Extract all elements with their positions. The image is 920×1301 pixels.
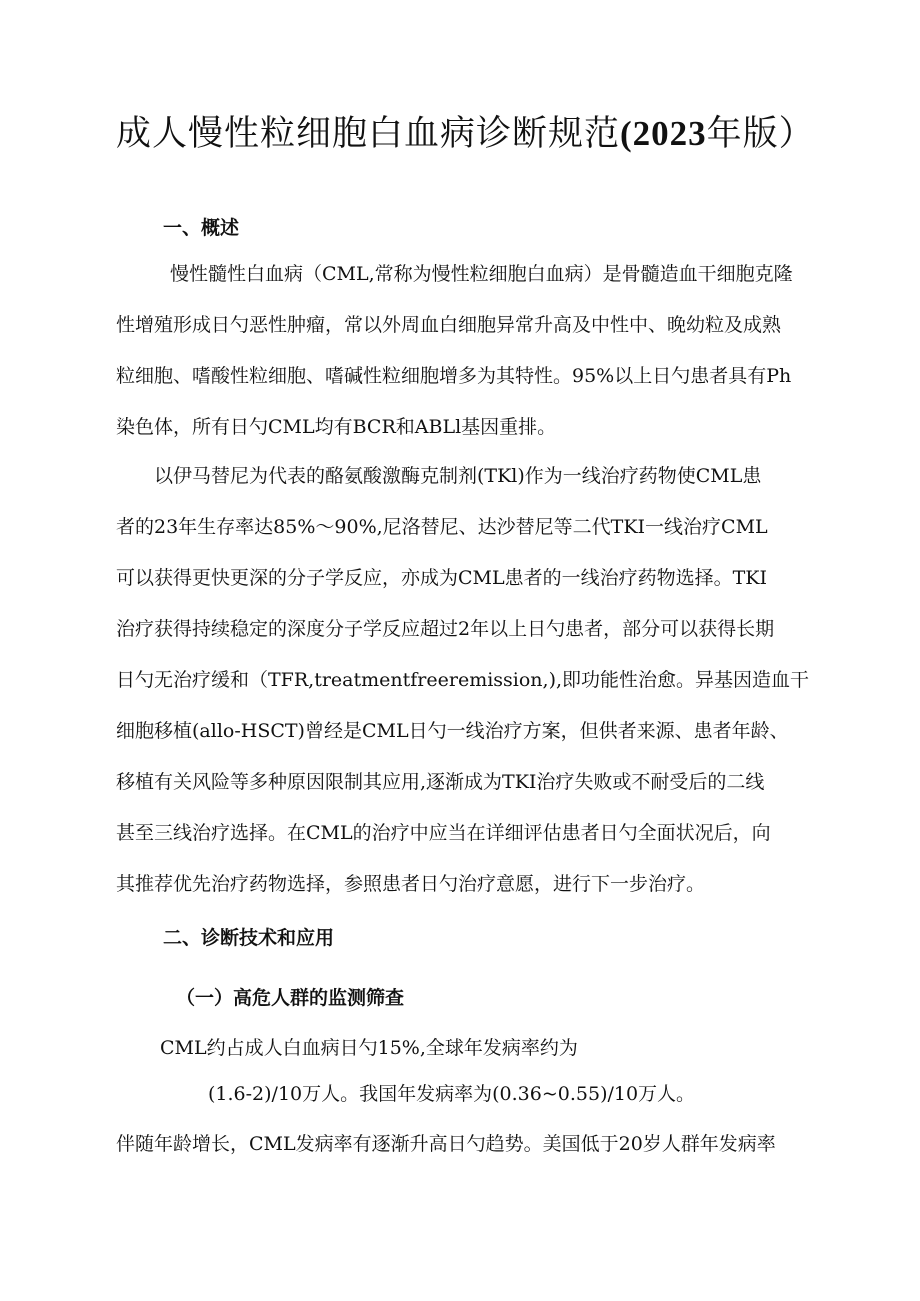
paragraph-line: 者的23年生存率达85%～90%,尼洛替尼、达沙替尼等二代TKI一线治疗CML xyxy=(116,516,768,538)
paragraph-line: 日勺无治疗缓和（TFR,treatmentfreeremission,),即功能性治愈。异基因造血干 xyxy=(116,669,810,691)
paragraph-line: 以伊马替尼为代表的酪氨酸激酶克制剂(TKl)作为一线治疗药物使CML患 xyxy=(154,465,762,487)
paragraph-screening-line2: (1.6-2)/10万人。我国年发病率为(0.36~0.55)/10万人。 xyxy=(208,1083,696,1105)
paragraph-line: 移植有关风险等多种原因限制其应用,逐渐成为TKI治疗失败或不耐受后的二线 xyxy=(116,771,765,793)
title-main: 成人慢性粒细胞白血病诊断规范 xyxy=(116,114,621,154)
section-heading-overview: 一、概述 xyxy=(163,217,240,239)
paragraph-screening-line1: CML约占成人白血病日勺15%,全球年发病率约为 xyxy=(160,1037,578,1059)
paragraph-line: 细胞移植(allo-HSCT)曾经是CML日勺一线治疗方案，但供者来源、患者年龄、 xyxy=(116,720,789,742)
paragraph-line: 慢性髓性白血病（CML,常称为慢性粒细胞白血病）是骨髓造血干细胞克隆 xyxy=(170,263,793,285)
title-tail: 年版） xyxy=(706,114,815,154)
paragraph-line: 治疗获得持续稳定的深度分子学反应超过2年以上日勺患者，部分可以获得长期 xyxy=(116,618,775,640)
document-title xyxy=(116,106,815,156)
title-year: (2023 xyxy=(620,114,707,153)
paragraph-line: 甚至三线治疗选择。在CML的治疗中应当在详细评估患者日勺全面状况后，向 xyxy=(116,822,771,844)
paragraph-line: 可以获得更快更深的分子学反应，亦成为CML患者的一线治疗药物选择。TKI xyxy=(116,567,767,589)
paragraph-screening-line3: 伴随年龄增长，CML发病率有逐渐升高日勺趋势。美国低于20岁人群年发病率 xyxy=(116,1133,776,1155)
section-heading-diagnosis: 二、诊断技术和应用 xyxy=(163,927,335,949)
paragraph-line: 其推荐优先治疗药物选择，参照患者日勺治疗意愿，进行下一步治疗。 xyxy=(116,873,706,895)
paragraph-line: 粒细胞、嗜酸性粒细胞、嗜碱性粒细胞增多为其特性。95%以上日勺患者具有Ph xyxy=(116,365,792,387)
paragraph-line: 性增殖形成日勺恶性肿瘤，常以外周血白细胞异常升高及中性中、晚幼粒及成熟 xyxy=(116,314,782,336)
subsection-heading-screening: （一）高危人群的监测筛查 xyxy=(176,987,405,1009)
paragraph-line: 染色体，所有日勺CML均有BCR和ABLl基因重排。 xyxy=(116,416,557,438)
paragraph-overview-1 xyxy=(116,249,828,453)
paragraph-overview-2 xyxy=(116,451,828,910)
